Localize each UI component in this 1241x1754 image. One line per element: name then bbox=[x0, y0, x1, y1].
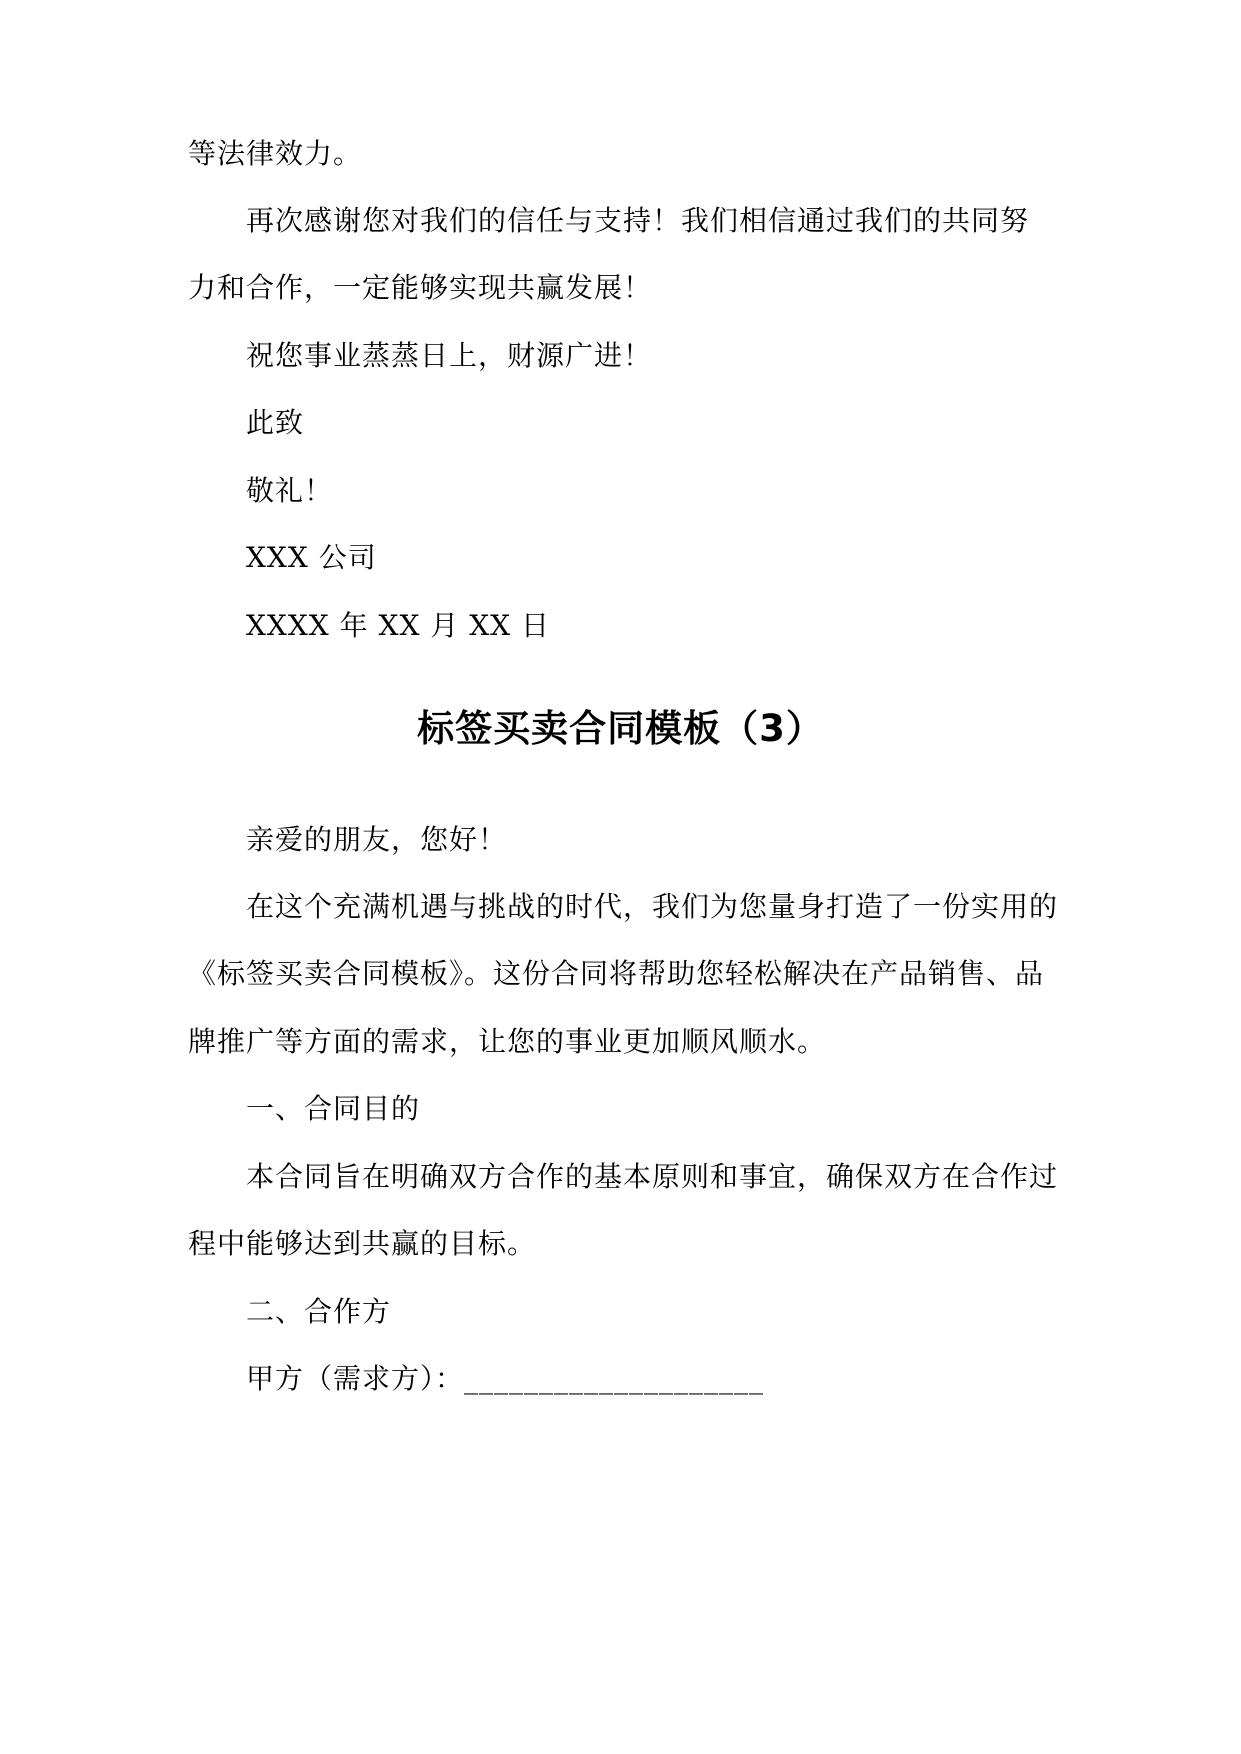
closing-line-1: 此致 bbox=[246, 406, 305, 439]
greeting: 亲爱的朋友，您好！ bbox=[246, 823, 508, 856]
section-heading-purpose: 一、合同目的 bbox=[246, 1092, 421, 1125]
intro-line-3: 牌推广等方面的需求，让您的事业更加顺风顺水。 bbox=[188, 1025, 827, 1058]
date-line: XXXX 年 XX 月 XX 日 bbox=[246, 609, 550, 642]
document-title: 标签买卖合同模板（3） bbox=[417, 707, 824, 750]
intro-line-2: 《标签买卖合同模板》。这份合同将帮助您轻松解决在产品销售、品 bbox=[188, 957, 1045, 990]
paragraph-thanks-line-1: 再次感谢您对我们的信任与支持！我们相信通过我们的共同努 bbox=[246, 204, 1030, 237]
text-line: 等法律效力。 bbox=[188, 137, 363, 170]
section-purpose-line-2: 程中能够达到共赢的目标。 bbox=[188, 1227, 537, 1260]
closing-line-2: 敬礼！ bbox=[246, 474, 334, 507]
company-name: XXX 公司 bbox=[246, 541, 377, 574]
section-purpose-line-1: 本合同旨在明确双方合作的基本原则和事宜，确保双方在合作过 bbox=[246, 1160, 1059, 1193]
section-heading-parties: 二、合作方 bbox=[246, 1295, 392, 1328]
intro-line-1: 在这个充满机遇与挑战的时代，我们为您量身打造了一份实用的 bbox=[246, 890, 1059, 923]
paragraph-thanks-line-2: 力和合作，一定能够实现共赢发展！ bbox=[188, 271, 653, 304]
wish-line: 祝您事业蒸蒸日上，财源广进！ bbox=[246, 339, 653, 372]
party-a-line: 甲方（需求方）：____________________ bbox=[246, 1362, 765, 1395]
